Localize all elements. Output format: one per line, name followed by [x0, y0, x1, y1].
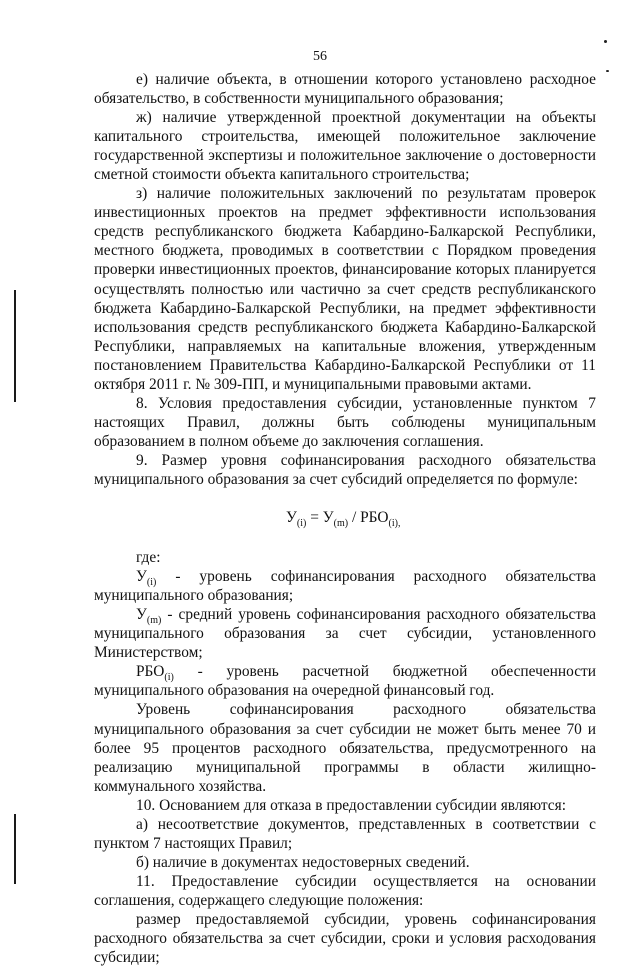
- definition-symbol: У: [136, 568, 147, 586]
- paragraph-cofinancing-limits: Уровень софинансирования расходного обязательства муниципального образования за счет субсидии не может быть менее 70 и более 95 процентов расходного обязательства, предусмотренного на реализацию муниципальной программы в области жилищно-коммунального хозяйства.: [94, 701, 596, 795]
- paragraph-item-zh: ж) наличие утвержденной проектной документации на объекты капитального строительства, имеющей положительное заключение государственной экспертизы и положительное заключение о достоверности сметной стоимости объекта капитального строительства;: [94, 109, 596, 184]
- formula-lhs-symbol: У: [286, 509, 297, 527]
- document-body: [94, 70, 596, 967]
- paragraph-item-b: б) наличие в документах недостоверных сведений.: [136, 853, 470, 871]
- paragraph-item-z: з) наличие положительных заключений по результатам проверок инвестиционных проектов на предмет эффективности использования средств республиканского бюджета Кабардино-Балкарской Республики, местного бюджета, проводимых в соответствии с Порядком проведения проверки инвестиционных проектов, финансирование которых планируется осуществлять полностью или частично за счет средств республиканского бюджета Кабардино-Балкарской Республики, на предмет эффективности использования средств республиканского бюджета Кабардино-Балкарской Республики, направляемых на капитальные вложения, утвержденным постановлением Правительства Кабардино-Балкарской Республики от 11 октября 2011 г. № 309-ПП, и муниципальными правовыми актами.: [94, 185, 596, 393]
- definition-um: [94, 605, 596, 662]
- definition-sub: (m): [146, 615, 162, 627]
- definition-symbol: У: [136, 606, 147, 624]
- definition-symbol: РБО: [136, 663, 165, 681]
- definition-sub: (i): [146, 577, 157, 589]
- definition-sub: (i): [164, 672, 174, 684]
- formula-rbo-symbol: РБО: [360, 509, 389, 527]
- definition-text: - уровень софинансирования расходного обязательства муниципального образования;: [94, 568, 596, 605]
- paragraph-item-a: а) несоответствие документов, представленных в соответствии с пунктом 7 настоящих Правил;: [94, 815, 596, 852]
- paragraph-clause-9: 9. Размер уровня софинансирования расходного обязательства муниципального образования за счет субсидий определяется по формуле:: [94, 451, 596, 488]
- formula-m-symbol: У: [322, 509, 334, 527]
- definition-text: - уровень расчетной бюджетной обеспеченности муниципального образования на очередной финансовый год.: [94, 663, 596, 700]
- definition-ui: [94, 567, 596, 605]
- formula-m-sub: (m): [333, 518, 349, 530]
- formula-lhs-sub: (i): [296, 518, 307, 530]
- page-number: 56: [313, 49, 327, 64]
- where-label: где:: [136, 549, 161, 567]
- cofinancing-formula: [94, 508, 596, 530]
- scan-margin-mark-bottom: [14, 814, 16, 884]
- definition-rbo: [94, 662, 596, 700]
- paragraph-item-e: е) наличие объекта, в отношении которого установлено расходное обязательство, в собственности муниципального образования;: [94, 71, 596, 108]
- scan-margin-mark-top: [14, 290, 16, 402]
- scan-speck-2: [606, 70, 609, 72]
- paragraph-clause-8: 8. Условия предоставления субсидии, установленные пунктом 7 настоящих Правил, должны быть соблюдены муниципальным образованием в полном объеме до заключения соглашения.: [94, 394, 596, 450]
- paragraph-clause-10: 10. Основанием для отказа в предоставлении субсидии являются:: [136, 796, 566, 814]
- paragraph-clause-11: 11. Предоставление субсидии осуществляется на основании соглашения, содержащего следующие положения:: [94, 872, 596, 909]
- formula-equals: =: [306, 509, 323, 527]
- definition-text: - средний уровень софинансирования расходного обязательства муниципального образования за счет субсидии, установленного Министерством;: [94, 606, 596, 662]
- formula-divide: /: [348, 509, 361, 527]
- formula-rbo-sub: (i),: [388, 518, 401, 530]
- paragraph-agreement-terms: размер предоставляемой субсидии, уровень софинансирования расходного обязательства за счет субсидии, сроки и условия расходования субсидии;: [94, 910, 596, 967]
- scan-speck-1: [604, 40, 607, 43]
